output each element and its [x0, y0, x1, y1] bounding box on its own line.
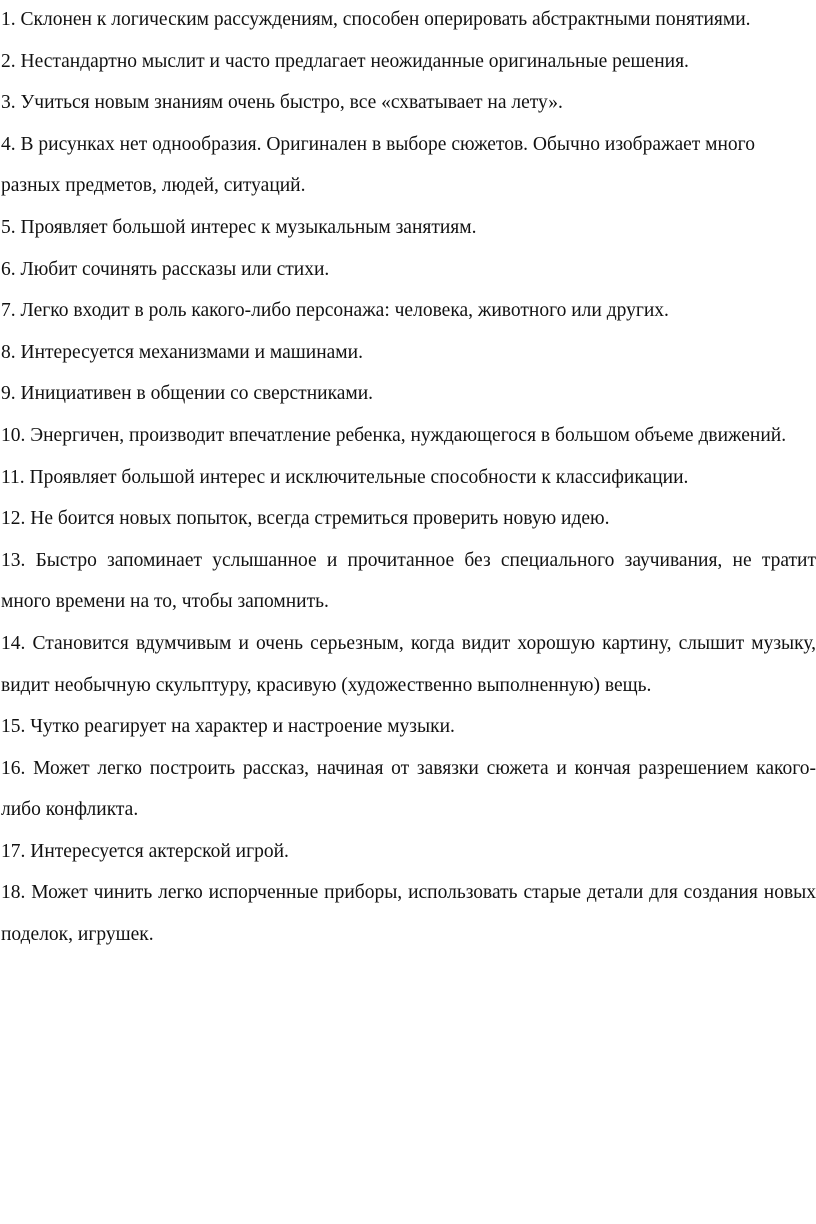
list-item: 9. Инициативен в общении со сверстниками.: [1, 383, 374, 405]
list-item: 10. Энергичен, производит впечатление ребенка, нуждающегося в большом объеме движений.: [1, 424, 787, 446]
list-item: 7. Легко входит в роль какого-либо персонажа: человека, животного или других.: [1, 300, 669, 322]
list-item: 11. Проявляет большой интерес и исключительные способности к классификации.: [1, 466, 689, 488]
list-item: 6. Любит сочинять рассказы или стихи.: [1, 258, 330, 280]
list-item: 2. Нестандартно мыслит и часто предлагает неожиданные оригинальные решения.: [1, 50, 689, 72]
list-item: 13. Быстро запоминает услышанное и прочитанное без специального заучивания, не тратит много времени на то, чтобы запомнить.: [1, 549, 816, 613]
list-item: 15. Чутко реагирует на характер и настроение музыки.: [1, 716, 455, 738]
list-item: 18. Может чинить легко испорченные приборы, использовать старые детали для создания новых поделок, игрушек.: [1, 882, 816, 946]
list-item: 12. Не боится новых попыток, всегда стремиться проверить новую идею.: [1, 508, 610, 530]
list-item: 8. Интересуется механизмами и машинами.: [1, 341, 363, 363]
list-item: 1. Склонен к логическим рассуждениям, способен оперировать абстрактными понятиями.: [1, 9, 751, 30]
list-item: 14. Становится вдумчивым и очень серьезным, когда видит хорошую картину, слышит музыку, видит необычную скульптуру, красивую (художественно выполненную) вещь.: [1, 632, 816, 696]
list-item: 17. Интересуется актерской игрой.: [1, 840, 289, 862]
list-item: 4. В рисунках нет однообразия. Оригинален в выборе сюжетов. Обычно изображает много разных предметов, людей, ситуаций.: [1, 133, 755, 197]
list-item: 16. Может легко построить рассказ, начиная от завязки сюжета и кончая разрешением какого-либо конфликта.: [1, 757, 816, 821]
list-item: 5. Проявляет большой интерес к музыкальным занятиям.: [1, 216, 477, 238]
list-item: 3. Учиться новым знаниям очень быстро, все «схватывает на лету».: [1, 92, 563, 114]
